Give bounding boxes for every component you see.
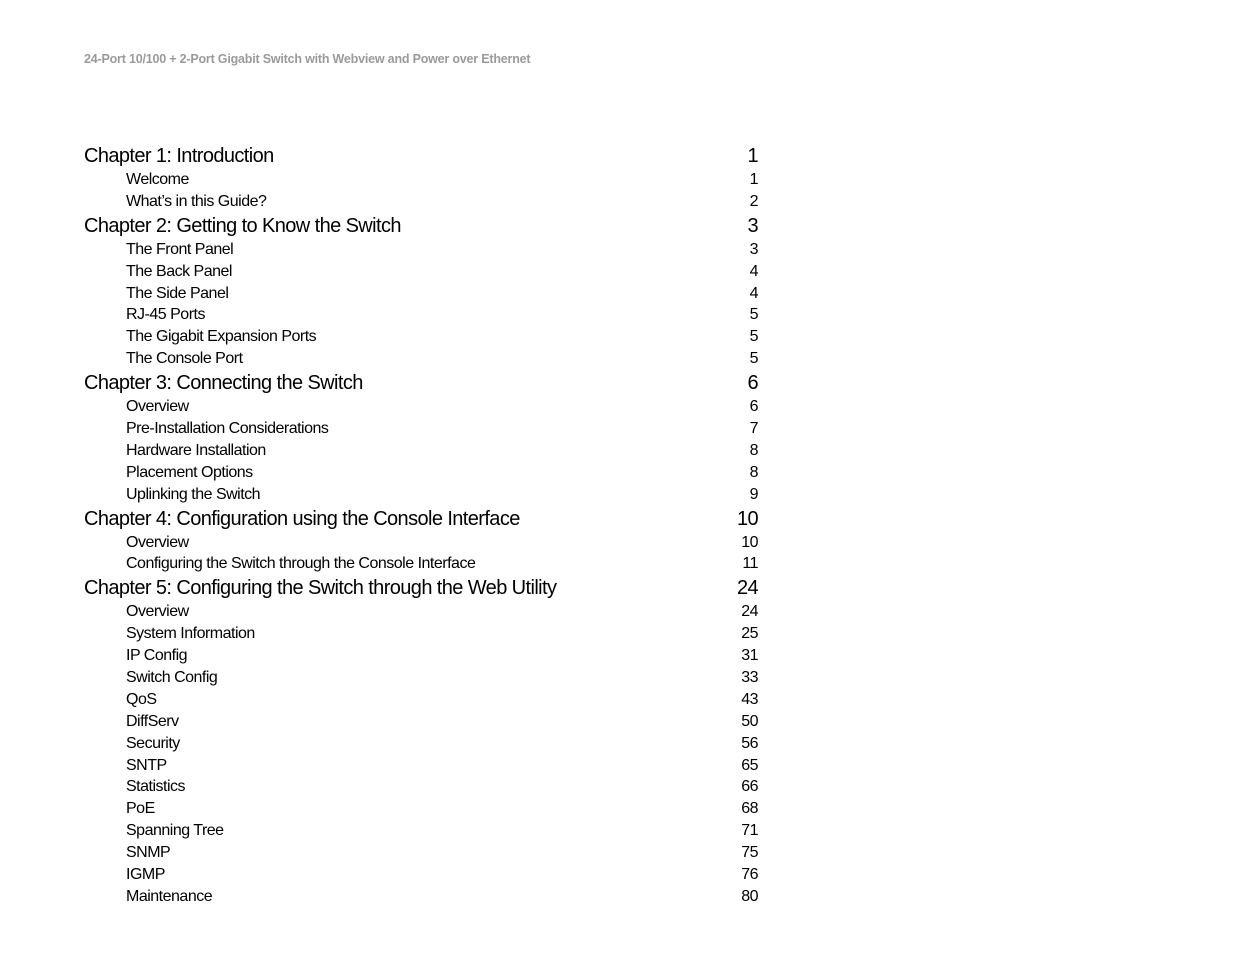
toc-section-page: 8: [749, 463, 758, 481]
toc-section-page: 56: [741, 734, 758, 752]
toc-chapter-title: Chapter 5: Configuring the Switch through the Web Utility: [84, 577, 557, 600]
toc-chapter-page: 1: [747, 145, 758, 167]
toc-section-title: The Console Port: [126, 350, 243, 368]
toc-section-row[interactable]: [84, 191, 758, 213]
toc-section-title: DiffServ: [126, 712, 179, 730]
toc-chapter-row[interactable]: [84, 370, 758, 396]
toc-section-title: Security: [126, 734, 180, 752]
table-of-contents: [84, 143, 758, 908]
toc-section-title: Welcome: [126, 171, 189, 188]
toc-section-row[interactable]: [84, 733, 758, 755]
toc-section-title: IGMP: [126, 866, 165, 884]
toc-section-page: 24: [741, 603, 758, 621]
toc-section-title: What’s in this Guide?: [126, 192, 267, 210]
toc-chapter-5: [84, 575, 758, 907]
toc-section-row[interactable]: [84, 283, 758, 305]
toc-section-page: 71: [741, 822, 758, 840]
toc-section-title: Pre-Installation Considerations: [126, 420, 329, 438]
toc-section-row[interactable]: [84, 553, 758, 575]
toc-section-page: 3: [749, 240, 758, 258]
toc-section-row[interactable]: [84, 326, 758, 348]
toc-section-title: Uplinking the Switch: [126, 485, 261, 503]
toc-chapter-row[interactable]: [84, 506, 758, 532]
toc-section-title: RJ-45 Ports: [126, 306, 205, 324]
toc-chapter-1: [84, 143, 758, 213]
toc-section-page: 76: [741, 866, 758, 884]
toc-chapter-page: 10: [736, 507, 758, 530]
toc-chapter-page: 3: [747, 214, 758, 237]
toc-section-page: 5: [749, 328, 758, 346]
toc-section-page: 68: [741, 800, 758, 818]
toc-section-row[interactable]: [84, 689, 758, 711]
toc-section-page: 10: [741, 533, 758, 551]
toc-section-page: 43: [741, 690, 758, 708]
toc-chapter-title: Chapter 2: Getting to Know the Switch: [84, 214, 401, 237]
toc-section-row[interactable]: [84, 842, 758, 864]
toc-chapter-4: [84, 506, 758, 576]
toc-chapter-row[interactable]: [84, 575, 758, 601]
toc-section-page: 11: [742, 555, 758, 573]
toc-section-page: 66: [741, 778, 758, 796]
toc-section-page: 80: [741, 887, 758, 905]
toc-section-row[interactable]: [84, 484, 758, 506]
toc-section-title: Overview: [126, 398, 189, 416]
toc-section-title: SNTP: [126, 756, 167, 774]
toc-chapter-title: Chapter 4: Configuration using the Console Interface: [84, 507, 520, 530]
toc-section-title: QoS: [126, 690, 157, 708]
toc-section-title: Statistics: [126, 778, 186, 796]
toc-section-row[interactable]: [84, 755, 758, 777]
toc-section-row[interactable]: [84, 261, 758, 283]
toc-chapter-row[interactable]: [84, 143, 758, 169]
toc-chapter-2: [84, 213, 758, 370]
toc-section-row[interactable]: [84, 418, 758, 440]
toc-section-row[interactable]: [84, 623, 758, 645]
toc-section-row[interactable]: [84, 601, 758, 623]
toc-section-row[interactable]: [84, 886, 758, 908]
toc-section-row[interactable]: [84, 462, 758, 484]
toc-chapter-row[interactable]: [84, 213, 758, 239]
toc-chapter-title: Chapter 3: Connecting the Switch: [84, 372, 363, 395]
toc-section-title: System Information: [126, 625, 255, 643]
toc-section-row[interactable]: [84, 667, 758, 689]
toc-section-page: 25: [741, 625, 758, 643]
toc-section-title: The Gigabit Expansion Ports: [126, 328, 317, 346]
toc-section-page: 31: [741, 647, 758, 665]
toc-section-page: 6: [749, 398, 758, 416]
toc-section-page: 1: [749, 171, 758, 188]
toc-section-row[interactable]: [84, 711, 758, 733]
toc-section-row[interactable]: [84, 169, 758, 191]
toc-chapter-page: 6: [747, 372, 758, 395]
toc-section-page: 50: [741, 712, 758, 730]
toc-section-row[interactable]: [84, 239, 758, 261]
toc-section-title: Hardware Installation: [126, 441, 266, 459]
toc-section-title: Overview: [126, 603, 189, 621]
toc-section-title: Switch Config: [126, 669, 218, 687]
toc-chapter-3: [84, 370, 758, 505]
toc-chapter-page: 24: [736, 577, 758, 600]
toc-section-row[interactable]: [84, 864, 758, 886]
toc-section-page: 9: [749, 485, 758, 503]
toc-section-page: 33: [741, 669, 758, 687]
toc-section-title: The Back Panel: [126, 262, 232, 280]
toc-section-title: Configuring the Switch through the Console Interface: [126, 555, 476, 573]
toc-section-title: Spanning Tree: [126, 822, 224, 840]
toc-section-row[interactable]: [84, 396, 758, 418]
toc-section-row[interactable]: [84, 798, 758, 820]
running-header: 24-Port 10/100 + 2-Port Gigabit Switch with Webview and Power over Ethernet: [84, 52, 531, 66]
toc-section-title: The Side Panel: [126, 284, 229, 302]
toc-section-title: Overview: [126, 533, 189, 551]
toc-section-title: The Front Panel: [126, 240, 234, 258]
toc-section-row[interactable]: [84, 348, 758, 370]
toc-chapter-title: Chapter 1: Introduction: [84, 145, 274, 167]
toc-section-row[interactable]: [84, 776, 758, 798]
toc-section-row[interactable]: [84, 820, 758, 842]
toc-section-page: 75: [741, 844, 758, 862]
toc-section-row[interactable]: [84, 645, 758, 667]
toc-section-title: SNMP: [126, 844, 171, 862]
toc-section-page: 8: [749, 441, 758, 459]
toc-section-page: 5: [749, 350, 758, 368]
toc-section-page: 2: [749, 192, 758, 210]
toc-section-title: IP Config: [126, 647, 188, 665]
toc-section-page: 65: [741, 756, 758, 774]
toc-section-title: PoE: [126, 800, 155, 818]
toc-section-row[interactable]: [84, 532, 758, 554]
toc-section-page: 5: [749, 306, 758, 324]
toc-section-title: Maintenance: [126, 887, 213, 905]
toc-section-page: 7: [749, 420, 758, 438]
toc-section-row[interactable]: [84, 440, 758, 462]
toc-section-title: Placement Options: [126, 463, 253, 481]
toc-section-row[interactable]: [84, 304, 758, 326]
toc-section-page: 4: [749, 284, 758, 302]
toc-section-page: 4: [749, 262, 758, 280]
